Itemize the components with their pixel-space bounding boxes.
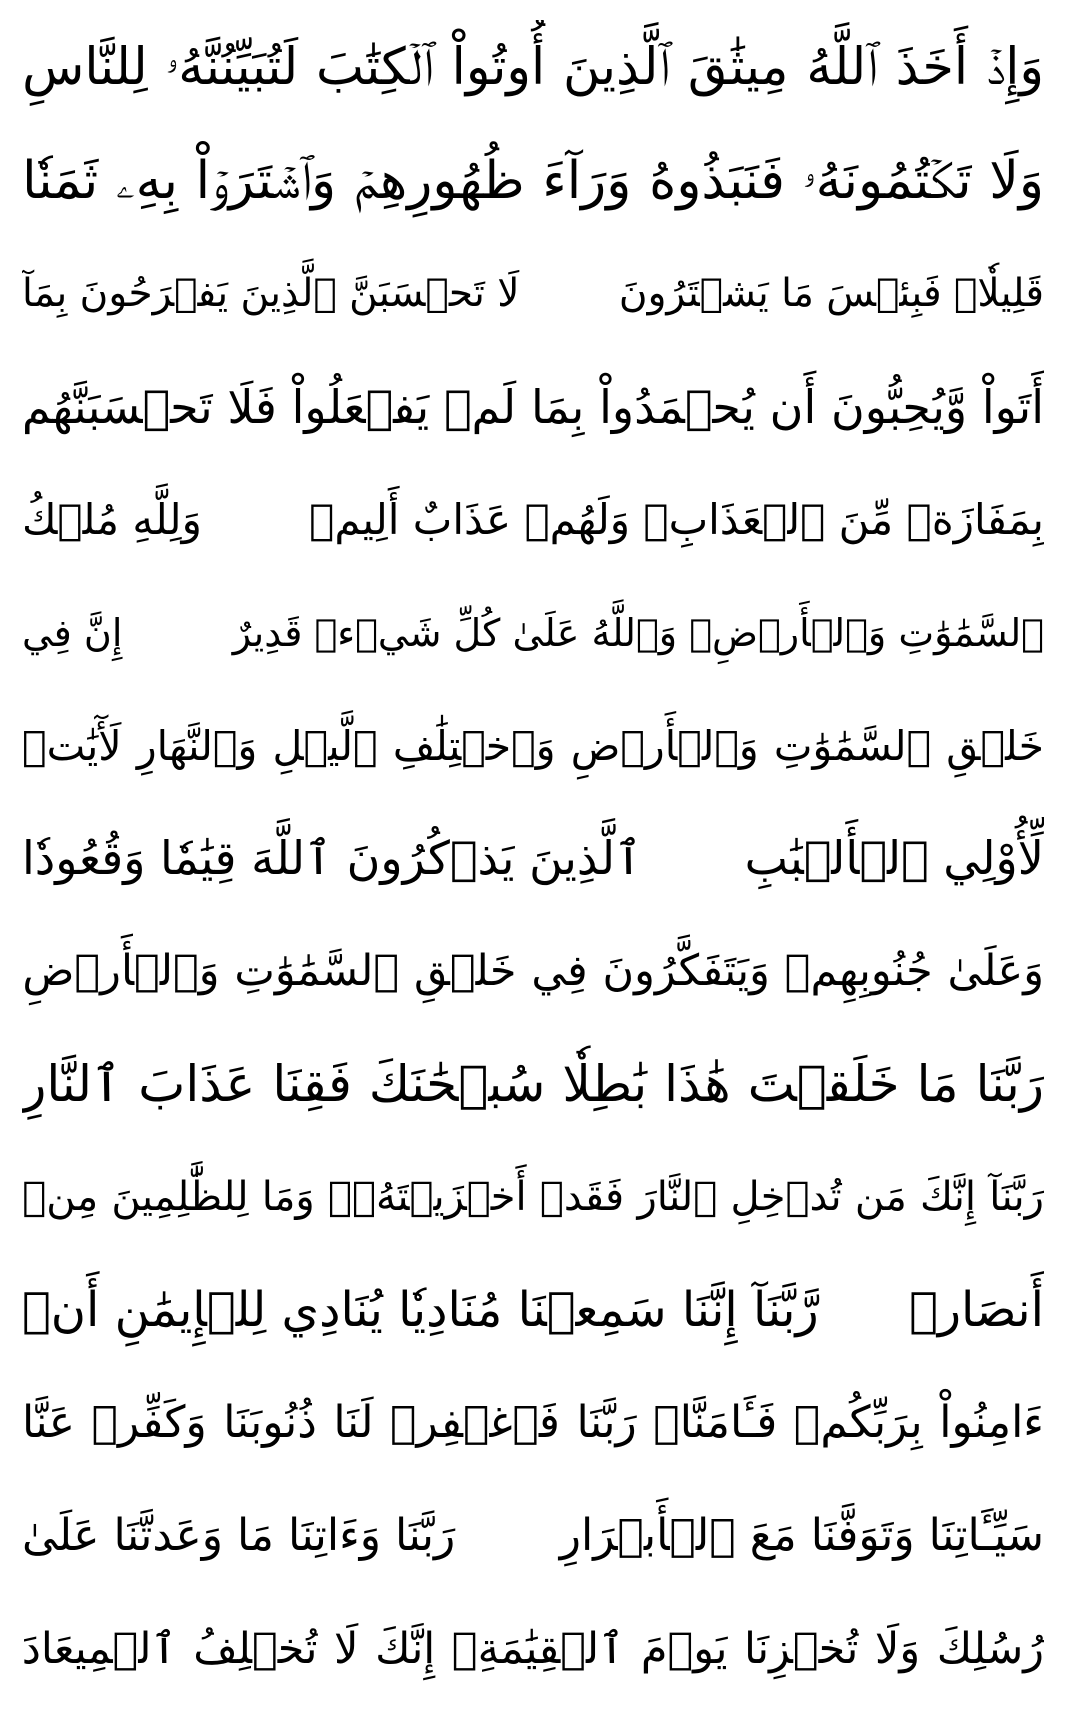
verse-text: بِمَفَازَةٖ مِّنَ ٱلۡعَذَابِۖ وَلَهُمۡ عَذَابٌ أَلِيمٞ xyxy=(309,494,1044,544)
verse-text: ٱلسَّمَٰوَٰتِ وَٱلۡأَرۡضِۗ وَٱللَّهُ عَلَىٰ كُلِّ شَيۡءٖ قَدِيرٌ xyxy=(232,610,1044,655)
verse-text: رَبَّنَآ إِنَّكَ مَن تُدۡخِلِ ٱلنَّارَ فَقَدۡ أَخۡزَيۡتَهُۥۖ وَمَا لِلظَّٰلِمِينَ مِنۡ xyxy=(22,1174,1044,1221)
verse-line-8 xyxy=(22,810,1044,906)
verse-text: وَلَا تَكۡتُمُونَهُۥ فَنَبَذُوهُ وَرَآءَ ظُهُورِهِمۡ وَٱشۡتَرَوۡاْ بِهِۦ ثَمَنٗا xyxy=(22,150,1044,211)
verse-text: إِنَّ فِي xyxy=(22,610,123,655)
verse-text: رُسُلِكَ وَلَا تُخۡزِنَا يَوۡمَ ٱلۡقِيَٰمَةِۖ إِنَّكَ لَا تُخۡلِفُ ٱلۡمِيعَادَ xyxy=(22,1623,1044,1674)
verse-line-9 xyxy=(22,923,1044,1019)
verse-line-10 xyxy=(22,1036,1044,1132)
verse-line-13 xyxy=(22,1375,1044,1471)
verse-text: رَبَّنَا مَا خَلَقۡتَ هَٰذَا بَٰطِلٗا سُبۡحَٰنَكَ فَقِنَا عَذَابَ ٱلنَّارِ xyxy=(22,1055,1044,1114)
verse-text: قَلِيلٗاۖ فَبِئۡسَ مَا يَشۡتَرُونَ xyxy=(618,270,1044,316)
verse-text: ءَامِنُواْ بِرَبِّكُمۡ فَـَٔامَنَّاۚ رَبَّنَا فَٱغۡفِرۡ لَنَا ذُنُوبَنَا وَكَفِّرۡ عَنَّا xyxy=(22,1397,1044,1449)
verse-text: وَعَلَىٰ جُنُوبِهِمۡ وَيَتَفَكَّرُونَ فِي خَلۡقِ ٱلسَّمَٰوَٰتِ وَٱلۡأَرۡضِ xyxy=(22,946,1044,997)
verse-line-6 xyxy=(22,585,1044,681)
verse-line-4 xyxy=(22,359,1044,455)
verse-text: لِّأُوْلِي ٱلۡأَلۡبَٰبِ xyxy=(744,831,1044,886)
verse-line-14 xyxy=(22,1488,1044,1584)
verse-line-7 xyxy=(22,698,1044,794)
verse-text: أَنصَارٖ xyxy=(909,1282,1044,1339)
verse-line-5 xyxy=(22,472,1044,568)
verse-line-2 xyxy=(22,133,1044,229)
verse-text: سَيِّـَٔاتِنَا وَتَوَفَّنَا مَعَ ٱلۡأَبۡرَارِ xyxy=(559,1509,1044,1561)
verse-line-1 xyxy=(22,20,1044,116)
verse-text: رَبَّنَا وَءَاتِنَا مَا وَعَدتَّنَا عَلَىٰ xyxy=(22,1509,456,1561)
verse-text: وَإِذۡ أَخَذَ ٱللَّهُ مِيثَٰقَ ٱلَّذِينَ أُوتُواْ ٱلۡكِتَٰبَ لَتُبَيِّنُنَّهُۥ لِلنَّاسِ xyxy=(22,38,1044,97)
verse-line-11 xyxy=(22,1149,1044,1245)
verse-line-12 xyxy=(22,1262,1044,1358)
verse-text: وَلِلَّهِ مُلۡكُ xyxy=(22,494,202,544)
verse-line-3 xyxy=(22,246,1044,342)
verse-text: لَا تَحۡسَبَنَّ ٱلَّذِينَ يَفۡرَحُونَ بِمَآ xyxy=(22,270,520,316)
verse-text: ٱلَّذِينَ يَذۡكُرُونَ ٱللَّهَ قِيَٰمٗا وَقُعُودٗا xyxy=(22,831,643,886)
verse-text: رَّبَّنَآ إِنَّنَا سَمِعۡنَا مُنَادِيٗا يُنَادِي لِلۡإِيمَٰنِ أَنۡ xyxy=(22,1282,819,1339)
verse-line-15 xyxy=(22,1601,1044,1697)
verse-text: أَتَواْ وَّيُحِبُّونَ أَن يُحۡمَدُواْ بِمَا لَمۡ يَفۡعَلُواْ فَلَا تَحۡسَبَنَّهُم xyxy=(22,379,1044,434)
verse-text: خَلۡقِ ٱلسَّمَٰوَٰتِ وَٱلۡأَرۡضِ وَٱخۡتِلَٰفِ ٱلَّيۡلِ وَٱلنَّهَارِ لَأٓيَٰتٖ xyxy=(22,721,1044,770)
